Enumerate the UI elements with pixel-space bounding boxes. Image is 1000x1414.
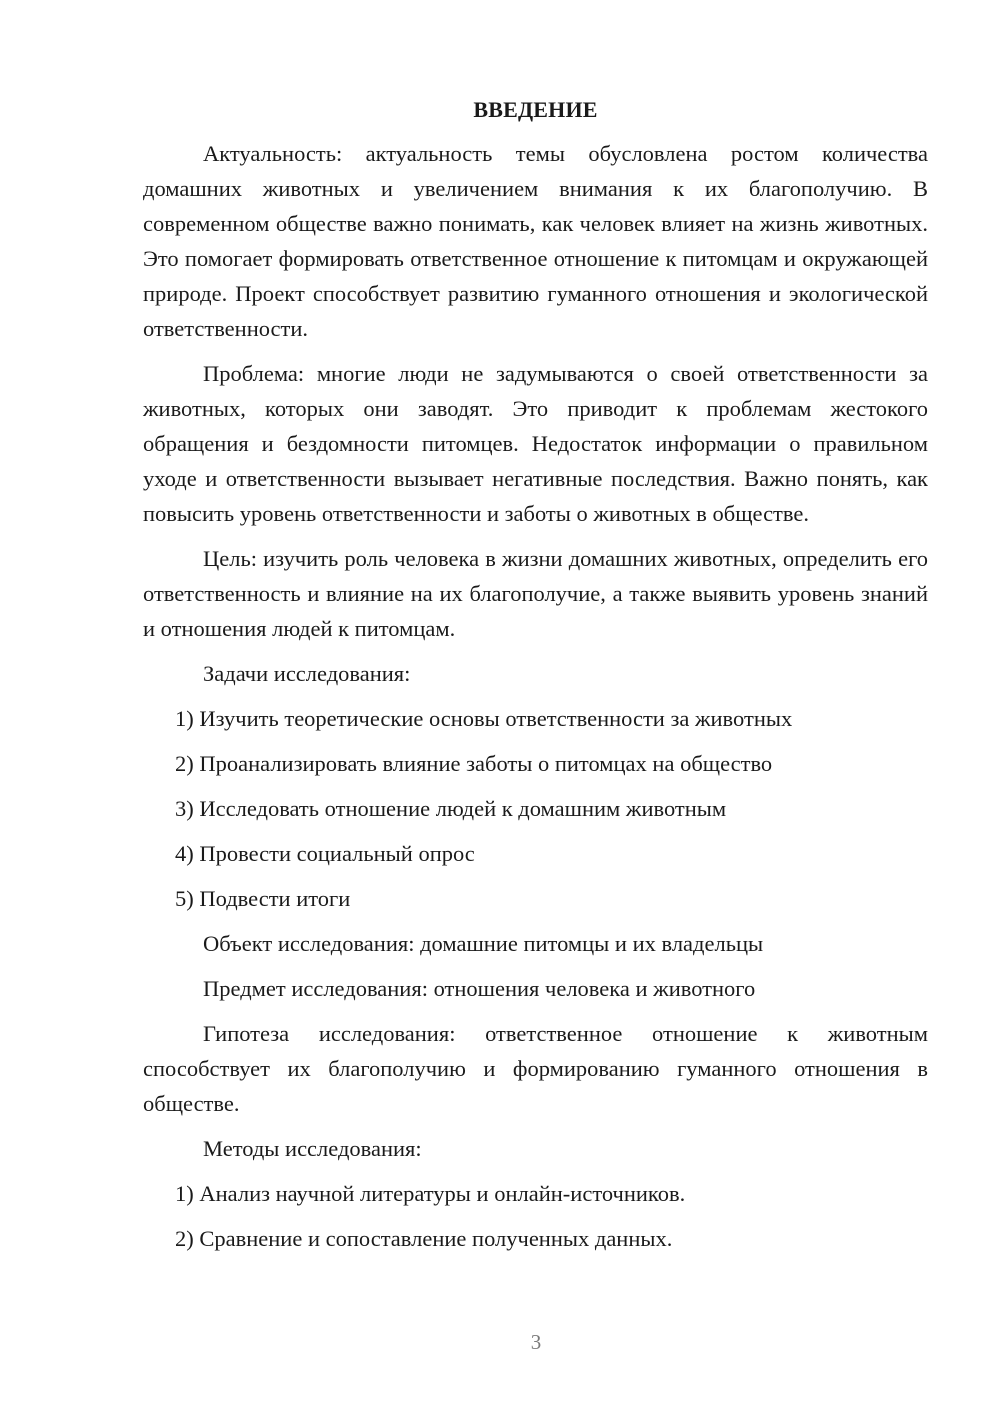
goal-paragraph: Цель: изучить роль человека в жизни домашних животных, определить его ответственность и влияние на их благополучие, а также выявить уровень знаний и отношения людей к питомцам. xyxy=(143,546,928,641)
list-item: 1) Изучить теоретические основы ответственности за животных xyxy=(175,706,793,731)
list-item: 4) Провести социальный опрос xyxy=(175,841,475,866)
list-item: 5) Подвести итоги xyxy=(175,886,351,911)
section-title: ВВЕДЕНИЕ xyxy=(473,97,598,122)
list-item: 3) Исследовать отношение людей к домашним животным xyxy=(175,796,727,821)
object-paragraph: Объект исследования: домашние питомцы и их владельцы xyxy=(203,931,764,956)
methods-heading: Методы исследования: xyxy=(203,1136,422,1161)
methods-list xyxy=(143,1176,928,1256)
relevance-paragraph: Актуальность: актуальность темы обусловлена ростом количества домашних животных и увеличением внимания к их благополучию. В современном обществе важно понимать, как человек влияет на жизнь животных. Это помогает формировать ответственное отношение к питомцам и окружающей природе. Проект способствует развитию гуманного отношения и экологической ответственности. xyxy=(143,141,928,341)
tasks-heading: Задачи исследования: xyxy=(203,661,411,686)
tasks-list xyxy=(143,701,928,916)
list-item: 1) Анализ научной литературы и онлайн-источников. xyxy=(175,1181,686,1206)
document-page xyxy=(143,92,928,1266)
hypothesis-paragraph: Гипотеза исследования: ответственное отношение к животным способствует их благополучию и формированию гуманного отношения в обществе. xyxy=(143,1021,928,1116)
list-item: 2) Сравнение и сопоставление полученных данных. xyxy=(175,1226,673,1251)
page-number: 3 xyxy=(530,1330,542,1354)
list-item: 2) Проанализировать влияние заботы о питомцах на общество xyxy=(175,751,773,776)
subject-paragraph: Предмет исследования: отношения человека и животного xyxy=(203,976,756,1001)
problem-paragraph: Проблема: многие люди не задумываются о своей ответственности за животных, которых они заводят. Это приводит к проблемам жестокого обращения и бездомности питомцев. Недостаток информации о правильном уходе и ответственности вызывает негативные последствия. Важно понять, как повысить уровень ответственности и заботы о животных в обществе. xyxy=(143,361,928,526)
